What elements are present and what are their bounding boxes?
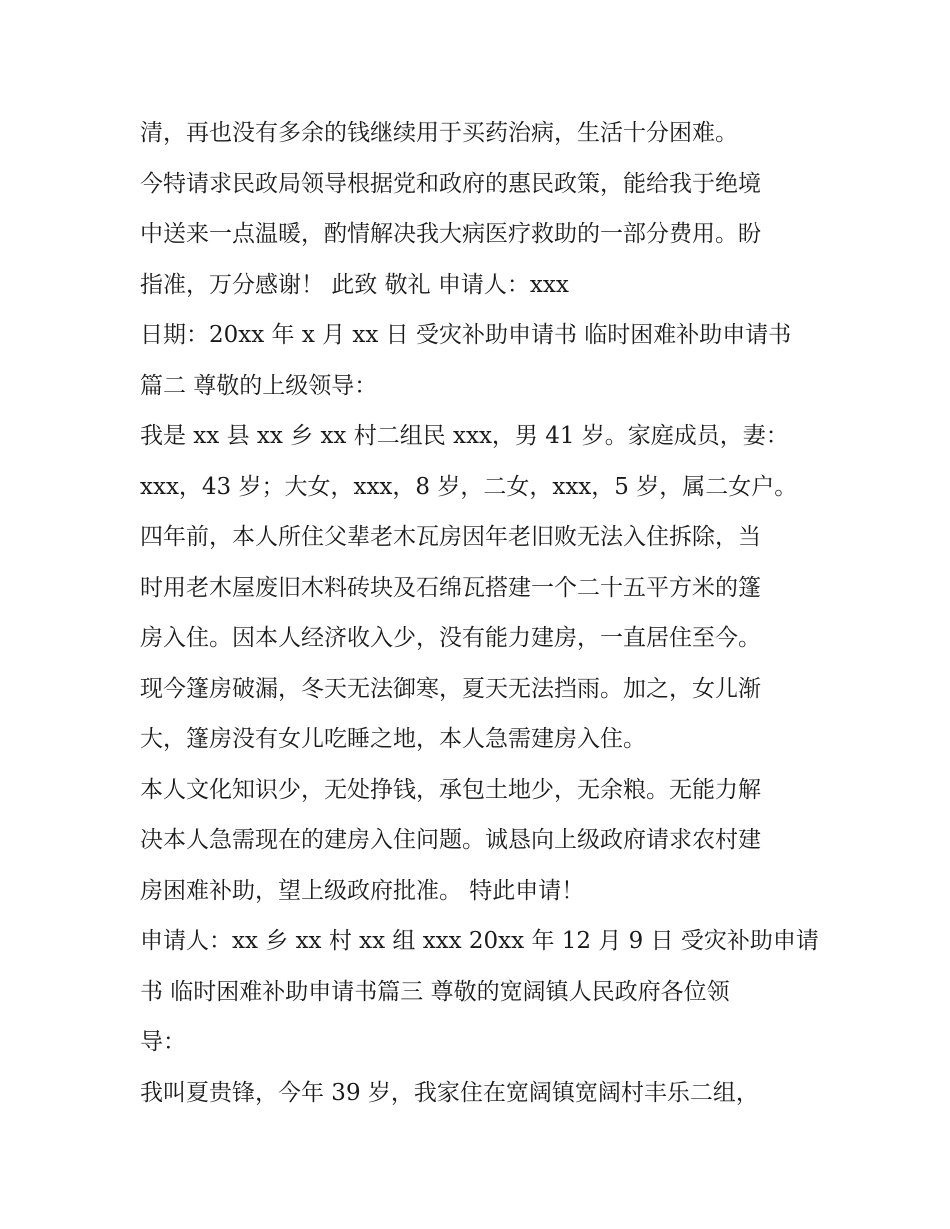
- text-line: 指准，万分感谢！ 此致 敬礼 申请人：xxx: [140, 271, 569, 298]
- text-line: 我叫夏贵锋，今年 39 岁，我家住在宽阔镇宽阔村丰乐二组，: [140, 1079, 759, 1106]
- text-line: 现今篷房破漏，冬天无法御寒，夏天无法挡雨。加之，女儿渐: [140, 675, 761, 702]
- text-line: 四年前，本人所住父辈老木瓦房因年老旧败无法入住拆除，当: [140, 524, 761, 550]
- text-line: 时用老木屋废旧木料砖块及石绵瓦搭建一个二十五平方米的篷: [140, 574, 761, 601]
- text-line: 申请人：xx 乡 xx 村 xx 组 xxx 20xx 年 12 月 9 日 受灾补助申请: [140, 928, 819, 954]
- text-line: xxx，43 岁；大女，xxx，8 岁，二女，xxx，5 岁，属二女户。: [140, 473, 798, 500]
- text-line: 中送来一点温暖，酌情解决我大病医疗救助的一部分费用。盼: [140, 221, 761, 247]
- text-line: 本人文化知识少，无处挣钱，承包土地少，无余粮。无能力解: [140, 776, 761, 803]
- text-line: 房入住。因本人经济收入少，没有能力建房，一直居住至今。: [140, 625, 761, 651]
- text-line: 大，篷房没有女儿吃睡之地，本人急需建房入住。: [140, 726, 646, 752]
- text-line: 房困难补助，望上级政府批准。 特此申请！: [140, 877, 585, 904]
- document-body: [140, 108, 820, 1118]
- text-line: 决本人急需现在的建房入住问题。诚恳向上级政府请求农村建: [140, 827, 761, 853]
- text-line: 书 临时困难补助申请书篇三 尊敬的宽阔镇人民政府各位领: [140, 978, 730, 1005]
- text-line: 清，再也没有多余的钱继续用于买药治病，生活十分困难。: [140, 120, 738, 146]
- text-line: 我是 xx 县 xx 乡 xx 村二组民 xxx，男 41 岁。家庭成员，妻：: [140, 423, 789, 449]
- text-line: 今特请求民政局领导根据党和政府的惠民政策，能给我于绝境: [140, 170, 761, 197]
- text-line: 日期：20xx 年 x 月 xx 日 受灾补助申请书 临时困难补助申请书: [140, 322, 792, 348]
- text-line: 导：: [140, 1029, 186, 1055]
- text-line: 篇二 尊敬的上级领导：: [140, 372, 378, 399]
